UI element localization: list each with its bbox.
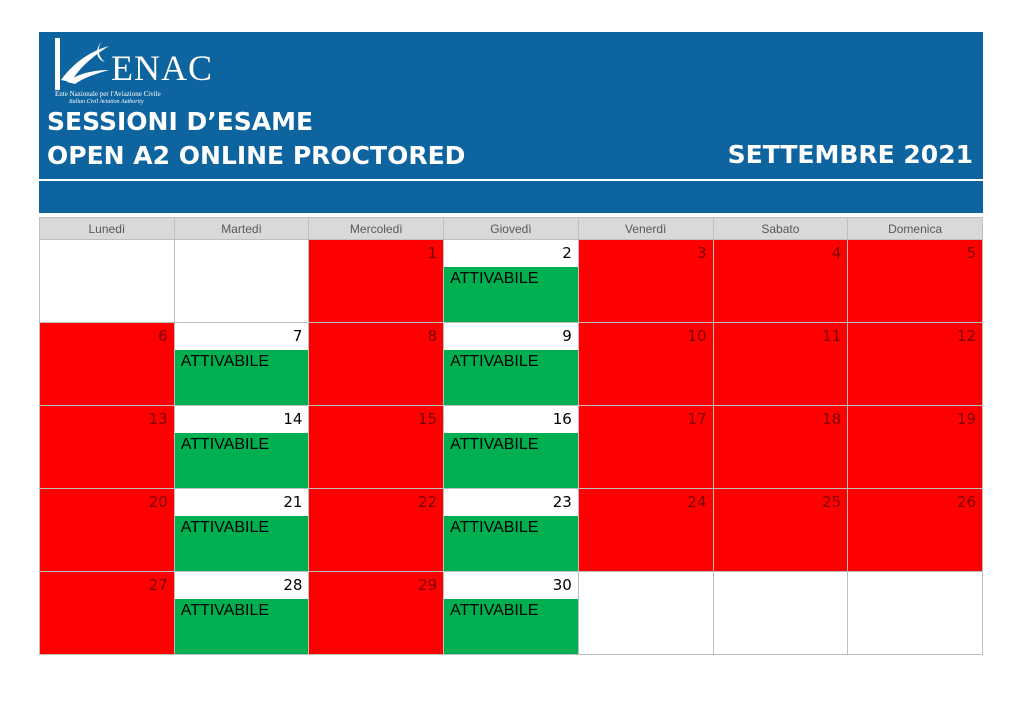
day-number: 25 [822,493,842,511]
availability-band [444,599,578,654]
available-day-cell [444,406,579,489]
weekday-header: Giovedì [444,218,579,240]
day-number: 26 [956,493,976,511]
unavailable-day-cell [40,572,175,655]
unavailable-day-cell [578,240,713,323]
empty-day-cell [40,240,175,323]
available-day-cell [444,572,579,655]
availability-label: ATTIVABILE [180,436,270,453]
unavailable-day-cell [309,572,444,655]
day-number: 2 [562,244,572,262]
weekday-header: Mercoledì [309,218,444,240]
availability-band [175,350,309,405]
title-line-1: SESSIONI D’ESAME [47,107,314,136]
weekday-header-row [40,218,983,240]
unavailable-day-cell [713,323,848,406]
calendar-week-row [40,240,983,323]
day-number: 28 [283,576,303,594]
availability-label: ATTIVABILE [450,602,539,619]
day-number: 1 [427,244,438,262]
day-number: 5 [966,244,976,262]
availability-label: ATTIVABILE [180,353,270,370]
available-day-cell [444,240,579,323]
weekday-header: Lunedì [40,218,175,240]
day-number: 24 [687,493,707,511]
unavailable-day-cell [848,406,983,489]
calendar-grid [39,217,983,655]
weekday-header: Venerdì [578,218,713,240]
unavailable-day-cell [309,406,444,489]
day-number: 30 [552,576,572,594]
day-number: 16 [552,410,572,428]
day-number: 23 [552,493,572,511]
day-number: 10 [687,327,707,345]
unavailable-day-cell [713,240,848,323]
day-number: 18 [822,410,842,428]
available-day-cell [174,572,309,655]
unavailable-day-cell [40,323,175,406]
unavailable-day-cell [848,240,983,323]
unavailable-day-cell [713,406,848,489]
day-number: 12 [956,327,976,345]
availability-label: ATTIVABILE [450,436,539,453]
unavailable-day-cell [578,406,713,489]
day-number: 14 [283,410,303,428]
available-day-cell [444,323,579,406]
enac-logo [53,36,223,110]
calendar-week-row [40,572,983,655]
unavailable-day-cell [309,323,444,406]
empty-day-cell [578,572,713,655]
empty-day-cell [848,572,983,655]
day-number: 27 [148,576,168,594]
availability-label: ATTIVABILE [450,353,539,370]
logo-subtitle-en: Italian Civil Aviation Authority [69,99,144,105]
day-number: 6 [158,327,168,345]
day-number: 11 [822,327,842,345]
day-number: 15 [418,410,438,428]
availability-band [444,267,578,322]
weekday-header: Martedì [174,218,309,240]
availability-band [175,433,309,488]
availability-band [175,599,309,654]
unavailable-day-cell [309,489,444,572]
unavailable-day-cell [848,323,983,406]
availability-band [444,350,578,405]
header-banner [39,32,983,213]
availability-label: ATTIVABILE [180,602,270,619]
calendar-week-row [40,406,983,489]
unavailable-day-cell [40,406,175,489]
month-title: SETTEMBRE 2021 [727,140,973,169]
calendar-week-row [40,323,983,406]
empty-day-cell [713,572,848,655]
day-number: 19 [956,410,976,428]
availability-band [175,516,309,571]
availability-band [444,516,578,571]
availability-label: ATTIVABILE [450,519,539,536]
day-number: 29 [418,576,438,594]
day-number: 8 [427,327,438,345]
available-day-cell [444,489,579,572]
day-number: 17 [687,410,707,428]
unavailable-day-cell [713,489,848,572]
unavailable-day-cell [309,240,444,323]
unavailable-day-cell [578,489,713,572]
day-number: 20 [148,493,168,511]
day-number: 22 [418,493,438,511]
title-line-2: OPEN A2 ONLINE PROCTORED [47,141,466,170]
availability-label: ATTIVABILE [180,519,270,536]
day-number: 4 [831,244,842,262]
availability-label: ATTIVABILE [450,270,539,287]
day-number: 3 [696,244,707,262]
available-day-cell [174,406,309,489]
header-divider [39,179,983,181]
weekday-header: Domenica [848,218,983,240]
day-number: 21 [283,493,303,511]
available-day-cell [174,323,309,406]
logo-brand: ENAC [111,48,213,88]
unavailable-day-cell [40,489,175,572]
calendar-body [40,240,983,655]
day-number: 13 [148,410,168,428]
availability-band [444,433,578,488]
day-number: 7 [292,327,303,345]
unavailable-day-cell [848,489,983,572]
weekday-header: Sabato [713,218,848,240]
available-day-cell [174,489,309,572]
calendar-week-row [40,489,983,572]
day-number: 9 [562,327,572,345]
empty-day-cell [174,240,309,323]
logo-subtitle-it: Ente Nazionale per l'Aviazione Civile [55,90,161,98]
enac-logo-mark [53,36,113,90]
unavailable-day-cell [578,323,713,406]
